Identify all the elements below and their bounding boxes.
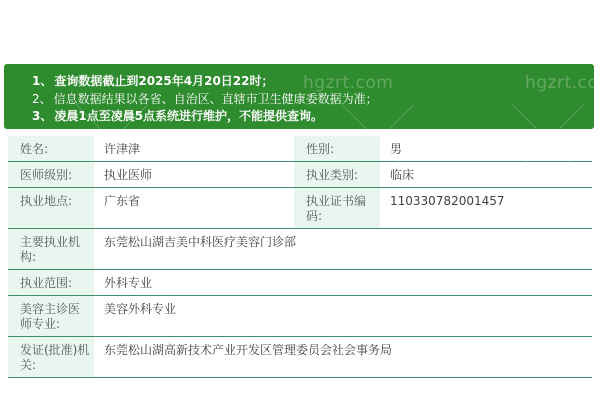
table-row-cosmetic-specialty [8, 296, 592, 337]
table-row-issuing-authority [8, 337, 592, 378]
main-institution-value: 东莞松山湖吉美中科医疗美容门诊部 [104, 235, 297, 249]
notice-item-text: 查询数据截止到2025年4月20日22时； [54, 74, 274, 88]
practice-location-value: 广东省 [104, 194, 141, 208]
table-row-main-institution [8, 229, 592, 270]
practice-scope-value: 外科专业 [104, 276, 153, 290]
gender-value: 男 [390, 142, 403, 156]
table-row-level-category [8, 162, 592, 188]
name-label: 姓名: [8, 136, 94, 161]
watermark-text: hgzrt.com [303, 73, 394, 93]
issuing-authority-value: 东莞松山湖高新技术产业开发区管理委员会社会事务局 [104, 343, 393, 357]
name-value: 许津津 [104, 142, 141, 156]
table-row-location-certno [8, 188, 592, 229]
doctor-level-label: 医师级别: [8, 162, 94, 187]
practice-category-label: 执业类别: [294, 162, 380, 187]
cosmetic-specialty-label: 美容主诊医师专业: [8, 296, 94, 336]
notice-box [4, 64, 594, 129]
certificate-no-label: 执业证书编码: [294, 188, 380, 228]
notice-item-2 [32, 91, 584, 109]
notice-item-text: 凌晨1点至凌晨5点系统进行维护，不能提供查询。 [54, 109, 324, 123]
doctor-level-value: 执业医师 [104, 168, 153, 182]
gender-label: 性别: [294, 136, 380, 161]
cosmetic-specialty-value: 美容外科专业 [104, 302, 177, 316]
practice-category-value: 临床 [390, 168, 415, 182]
main-institution-label: 主要执业机构: [8, 229, 94, 269]
practice-location-label: 执业地点: [8, 188, 94, 228]
notice-item-number: 1、 [32, 74, 53, 88]
table-row-name-gender [8, 136, 592, 162]
practice-scope-label: 执业范围: [8, 270, 94, 295]
notice-item-3 [32, 108, 584, 126]
watermark-text: hgzrt.com [525, 73, 615, 93]
practitioner-record-table [8, 136, 592, 378]
table-row-practice-scope [8, 270, 592, 296]
notice-item-text: 信息数据结果以各省、自治区、直辖市卫生健康委数据为准； [53, 91, 378, 106]
certificate-no-value: 110330782001457 [390, 194, 505, 208]
notice-item-number: 3、 [32, 109, 53, 123]
notice-item-number: 2、 [32, 91, 52, 106]
issuing-authority-label: 发证(批准)机关: [8, 337, 94, 377]
notice-item-1 [32, 73, 584, 91]
